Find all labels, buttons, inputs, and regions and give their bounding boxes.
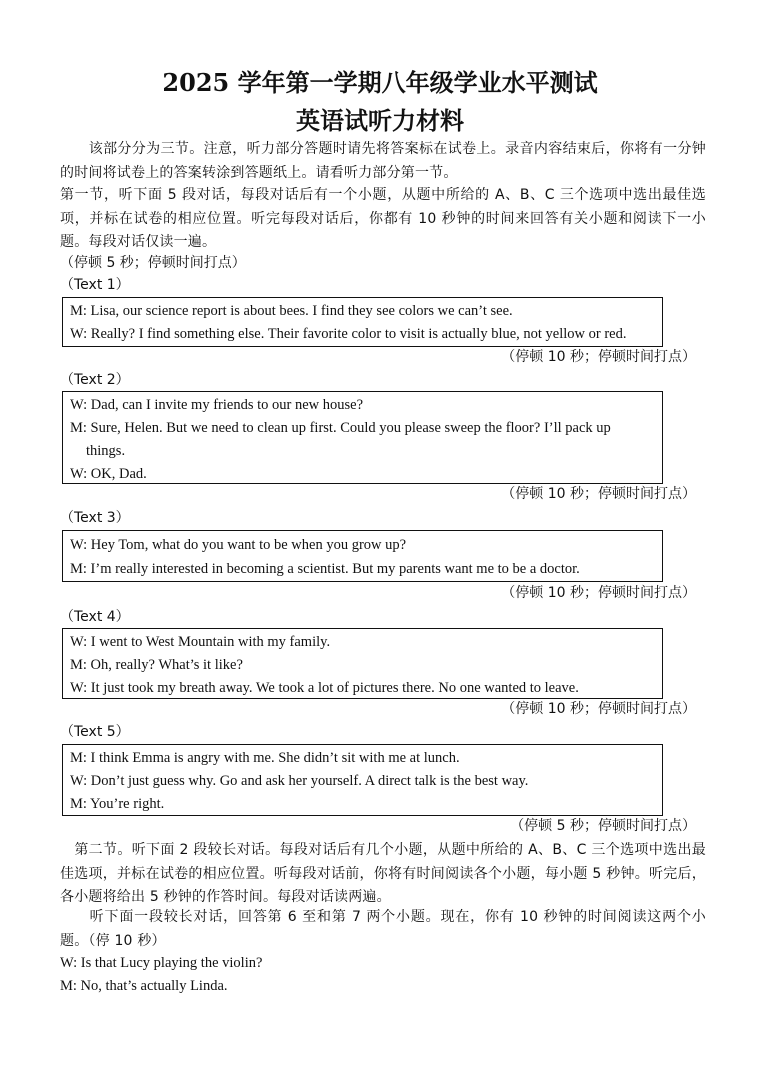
dialogue-line: W: Dad, can I invite my friends to our new house? <box>70 397 364 413</box>
dialogue-line: W: Is that Lucy playing the violin? <box>60 955 263 971</box>
text1-pause: （停顿 10 秒；停顿时间打点） <box>501 349 696 365</box>
section1-instructions: 第一节，听下面 5 段对话，每段对话后有一个小题，从题中所给的 A、B、C 三个选项中选出最佳选项，并标在试卷的相应位置。听完每段对话后，你都有 10 秒钟的时间来回答有关小题和阅读下一小题。每段对话仅读一遍。 <box>60 187 706 250</box>
text3-dialogue-box <box>62 530 663 582</box>
page-subtitle: 英语试听力材料 <box>296 106 464 135</box>
dialogue-line: M: Sure, Helen. But we need to clean up first. Could you please sweep the floor? I’ll pack up <box>70 420 611 436</box>
dialogue-line: W: Don’t just guess why. Go and ask her yourself. A direct talk is the best way. <box>70 773 529 789</box>
dialogue-line: M: No, that’s actually Linda. <box>60 978 228 994</box>
intro-paragraph: 该部分分为三节。注意，听力部分答题时请先将答案标在试卷上。录音内容结束后，你将有一分钟的时间将试卷上的答案转涂到答题纸上。请看听力部分第一节。 <box>60 141 706 181</box>
dialogue-line: M: Oh, really? What’s it like? <box>70 657 243 673</box>
text3-pause: （停顿 10 秒；停顿时间打点） <box>501 585 696 601</box>
dialogue-line: W: It just took my breath away. We took a lot of pictures there. No one wanted to leave. <box>70 680 579 696</box>
text1-dialogue-box <box>62 297 663 347</box>
dialogue-line: W: Hey Tom, what do you want to be when you grow up? <box>70 537 407 553</box>
dialogue-line: W: I went to West Mountain with my family. <box>70 634 331 650</box>
text2-pause: （停顿 10 秒；停顿时间打点） <box>501 486 696 502</box>
text5-pause: （停顿 5 秒；停顿时间打点） <box>510 818 696 834</box>
text3-label: （Text 3） <box>60 510 130 526</box>
section1-pause-note: （停顿 5 秒；停顿时间打点） <box>60 255 246 271</box>
text5-label: （Text 5） <box>60 724 130 740</box>
text1-label: （Text 1） <box>60 277 130 293</box>
text2-dialogue-box <box>62 391 663 484</box>
dialogue-line: W: Really? I find something else. Their favorite color to visit is actually blue, not yellow or red. <box>70 326 627 342</box>
text5-dialogue-box <box>62 744 663 816</box>
text2-label: （Text 2） <box>60 372 130 388</box>
dialogue-line: M: Lisa, our science report is about bees. I find they see colors we can’t see. <box>70 303 513 319</box>
dialogue-line: M: You’re right. <box>70 796 165 812</box>
dialogue-line: M: I’m really interested in becoming a scientist. But my parents want me to be a doctor. <box>70 561 580 577</box>
text4-label: （Text 4） <box>60 609 130 625</box>
text4-dialogue-box <box>62 628 663 699</box>
page-title: 2025 学年第一学期八年级学业水平测试 <box>162 68 598 97</box>
text4-pause: （停顿 10 秒；停顿时间打点） <box>501 701 696 717</box>
section2-instructions: 第二节。听下面 2 段较长对话。每段对话后有几个小题，从题中所给的 A、B、C 三个选项中选出最佳选项，并标在试卷的相应位置。听每段对话前，你将有时间阅读各个小题，每小题 5 秒钟。听完后，各小题将给出 5 秒钟的作答时间。每段对话读两遍。 <box>60 842 706 905</box>
section2-lead: 听下面一段较长对话，回答第 6 至和第 7 两个小题。现在，你有 10 秒钟的时间阅读这两个小题。（停 10 秒） <box>60 909 706 949</box>
dialogue-line: W: OK, Dad. <box>70 466 147 482</box>
dialogue-line: M: I think Emma is angry with me. She didn’t sit with me at lunch. <box>70 750 460 766</box>
dialogue-line-continuation: things. <box>86 443 126 459</box>
